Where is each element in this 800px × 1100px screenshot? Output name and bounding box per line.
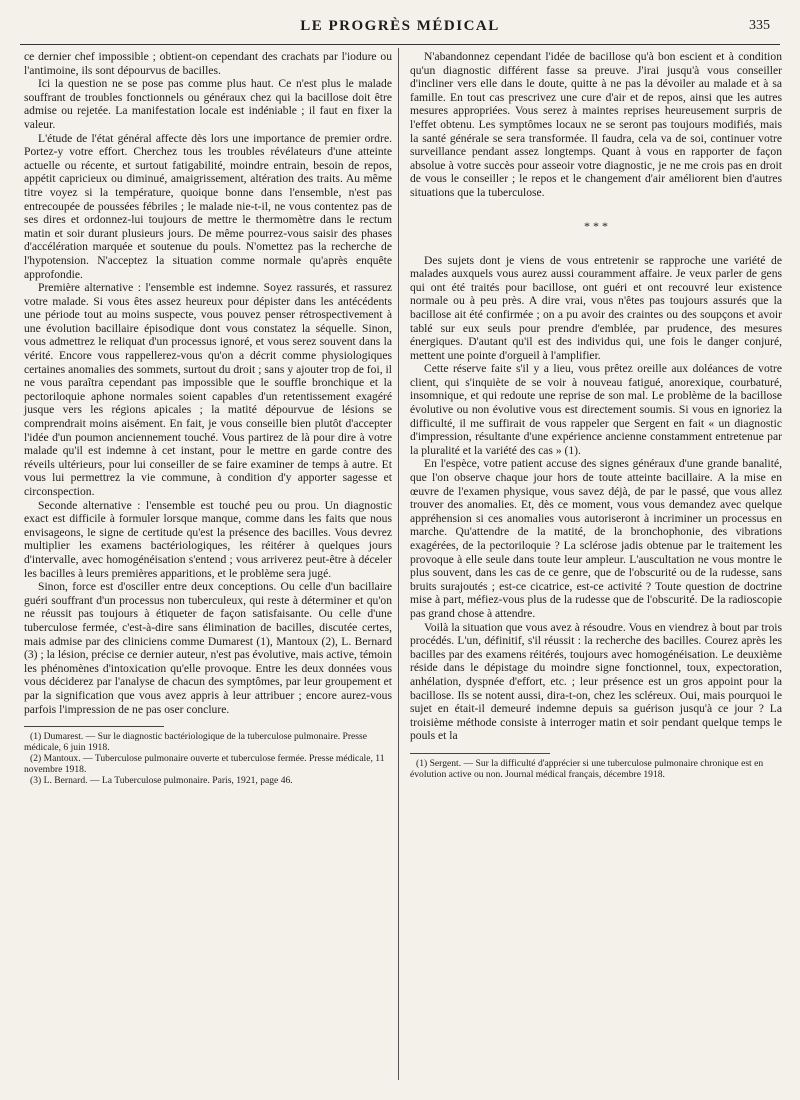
paragraph: Cette réserve faite s'il y a lieu, vous prêtez oreille aux doléances de votre client, qui s'inquiète de se voir à nouveau fatigué, anorexique, courbaturé, insomnique, et qui redoute une reprise de son mal. Le problème de la bacillose évolutive ou non évolutive vous est directement soumis. Si vous en ignoriez la difficulté, il me suffirait de vous rappeler que Sergent en fait « un diagnostic d'impression, résultante d'une expérience ancienne constamment entretenue par la pluralité et la variété des cas » (1). <box>410 362 782 457</box>
paragraph: Seconde alternative : l'ensemble est touché peu ou prou. Un diagnostic exact est difficile à formuler lorsque manque, comme dans les faits que nous envisageons, le signe de certitude qu'est la présence des bacilles. Vous devrez multiplier les examens bactériologiques, les réitérer à quelques jours d'intervalle, avec homogénéisation s'entend ; vous arriverez peut-être à déceler les bacilles à leurs premières apparitions, et le problème sera jugé. <box>24 498 392 580</box>
paragraph: Voilà la situation que vous avez à résoudre. Vous en viendrez à bout par trois procédés. L'un, définitif, s'il réussit : la recherche des bacilles. Courez après les bacilles par des examens réitérés, toujours avec homogénéisation. Le deuxième réside dans le dépistage du moindre signe fonctionnel, toux, expectoration, anhélation, dyspnée d'effort, etc. ; leur présence est un gros appoint pour la bacillose. Ils se notent aussi, dira-t-on, chez les scléreux. Oui, mais pourquoi le sujet en était-il demeuré indemne depuis sa guérison jusqu'à ce jour ? La troisième méthode consiste à interroger matin et soir pendant quelque temps le pouls et la <box>410 620 782 743</box>
paragraph: En l'espèce, votre patient accuse des signes généraux d'une grande banalité, que l'on observe chaque jour hors de toute atteinte bacillaire. A la mise en œuvre de l'examen physique, vous savez déjà, de par le passé, que vous allez trouver des anomalies. Et, dès ce moment, vous vous demandez avec quelque appréhension si ces anomalies vous autoriseront à incriminer un processus en marche. Qu'attendre de la matité, de la bronchophonie, des vibrations exagérées, de la pectoriloquie ? La sclérose jadis obtenue par le traitement les provoque à elle seule dans toute leur ampleur. L'auscultation ne vous montre le plus souvent, dans les cas de ce genre, que de l'obscurité ou de la rudesse, sans bruits surajoutés ; est-ce cicatrice, est-ce activité ? Toute question de doctrine mise à part, méfiez-vous plus de la rudesse que de l'obscurité. De la radioscopie pas grand chose à attendre. <box>410 457 782 620</box>
footnote: (2) Mantoux. — Tuberculose pulmonaire ouverte et tuberculose fermée. Presse médicale, 11 novembre 1918. <box>24 753 385 776</box>
paragraph: Première alternative : l'ensemble est indemne. Soyez rassurés, et rassurez votre malade. Si vous êtes assez heureux pour dépister dans les antécédents une période tout au moins suspecte, vous pouvez penser rétrospectivement à une évolution bacillaire épisodique dont vous constatez la séquelle. Sinon, vous admettrez le reliquat d'un processus ignoré, et vous serez souvent dans la vérité. Encore vous rappellerez-vous qu'on a décrit comme physiologiques certaines anomalies des sommets, surtout du droit ; sans y ajouter trop de foi, il ne vous paraîtra cependant pas impossible que le souffle bronchique et la pectoriloquie aphone normales soient capables d'un retentissement exagéré jusque vers les régions apicales ; la matité dépourvue de lésions se comprendrait moins aisément. En fait, je vous conseille bien plutôt d'accepter l'idée d'un poumon anciennement touché. Vous partirez de là pour dire à votre malade qu'il est indemne à cet instant, pour le mettre en garde contre des réveils ultérieurs, pour lui conseiller de se faire examiner de temps à autre. Et vous lui permettrez la vie commune, à condition d'y apporter sagesse et circonspection. <box>24 281 392 498</box>
footnote-rule <box>410 753 550 754</box>
paragraph: N'abandonnez cependant l'idée de bacillose qu'à bon escient et à condition qu'un diagnostic différent fasse sa preuve. J'irai jusqu'à vous conseiller d'incliner vers elle dans le doute, quitte à ne pas la dévoiler au malade et à sa famille. En tout cas prescrivez une cure d'air et de repos, ainsi que les autres mesures appropriées. Vous serez à maintes reprises heureusement surpris de l'effet obtenu. Les symptômes locaux ne se seront pas toujours modifiés, mais la santé générale se sera transformée. Il faudra, cela va de soi, continuer votre surveillance pendant assez longtemps. Quant à vous en rapporter de façon absolue à votre succès pour asseoir votre diagnostic, je ne me crois pas en droit de vous le conseiller ; le repos et le changement d'air améliorent bien d'autres situations que la tuberculose. <box>410 50 782 199</box>
footnote: (1) Dumarest. — Sur le diagnostic bactériologique de la tuberculose pulmonaire. Presse médicale, 6 juin 1918. <box>24 731 368 754</box>
page-number: 335 <box>749 18 770 33</box>
paragraph: Sinon, force est d'osciller entre deux conceptions. Ou celle d'un bacillaire guéri souffrant d'un processus non tuberculeux, qui reste à déterminer et qu'on ne réussit pas toujours à étiqueter de façon satisfaisante. Ou celle d'une tuberculose fermée, c'est-à-dire sans élimination de bacilles, discutée certes, mais admise par des cliniciens comme Dumarest (1), Mantoux (2), L. Bernard (3) ; la lésion, précise ce dernier auteur, n'est pas évolutive, mais active, témoin les phénomènes d'intoxication qu'elle provoque. Entre les deux données vous vous déciderez par l'analyse de chacun des symptômes, par leur groupement et par la signification que vous avez appris à leur attribuer ; encore aurez-vous parfois l'impression de ne pas oser conclure. <box>24 580 392 716</box>
footnote: (3) L. Bernard. — La Tuberculose pulmonaire. Paris, 1921, page 46. <box>30 775 293 787</box>
right-column <box>410 50 782 780</box>
paragraph: Des sujets dont je viens de vous entretenir se rapproche une variété de malades auxquels vous aurez aussi couramment affaire. Je veux parler de gens qui ont été traités pour bacillose, ont guéri et ont recouvré leur existence normale ou à peu près. A dire vrai, vous n'êtes pas toujours assurés que la bacillose ait été confirmée ; on a pu avoir des craintes ou des soupçons et avoir tablé sur eux seuls pour prendre d'emblée, par prudence, des mesures énergiques. D'autant qu'il est des individus qui, une fois le danger conjuré, mettent une pointe d'orgueil à l'amplifier. <box>410 253 782 362</box>
footnote: (1) Sergent. — Sur la difficulté d'apprécier si une tuberculose pulmonaire chronique est en évolution active ou non. Journal médical français, décembre 1918. <box>410 757 764 780</box>
page-header <box>24 18 776 40</box>
footnote-rule <box>24 726 164 727</box>
footnotes <box>24 731 392 786</box>
journal-title: LE PROGRÈS MÉDICAL <box>300 18 500 34</box>
footnotes <box>410 758 782 780</box>
paragraph: L'étude de l'état général affecte dès lors une importance de premier ordre. Portez-y votre effort. Cherchez tous les troubles révélateurs d'une atteinte actuelle ou récente, et surtout fatigabilité, moindre entrain, besoin de repos, appétit capricieux ou diminué, amaigrissement, altération des traits. Au même titre voyez si la température, quoique bonne dans l'ensemble, n'est pas entrecoupée de poussées fébriles ; le malade nie-t-il, ne vous contentez pas de ses dires et ordonnez-lui toujours de mettre le thermomètre dans le rectum matin et soir durant plusieurs jours. De même pourrez-vous saisir des phases d'accélération marquée et soutenue du pouls. N'omettez pas la recherche de l'hypotension. N'acceptez la situation comme normale qu'après enquête approfondie. <box>24 131 392 281</box>
header-rule <box>20 44 780 45</box>
paragraph: Ici la question ne se pose pas comme plus haut. Ce n'est plus le malade souffrant de troubles fonctionnels ou généraux chez qui la bacillose doit être admise ou rejetée. La manifestation locale est indéniable ; il faut en fixer la valeur. <box>24 77 392 131</box>
column-divider <box>398 48 399 1080</box>
section-separator: * * * <box>584 218 608 233</box>
paragraph: ce dernier chef impossible ; obtient-on cependant des crachats par l'iodure ou l'antimoine, ils sont dépourvus de bacilles. <box>24 50 392 77</box>
left-column <box>24 50 392 786</box>
